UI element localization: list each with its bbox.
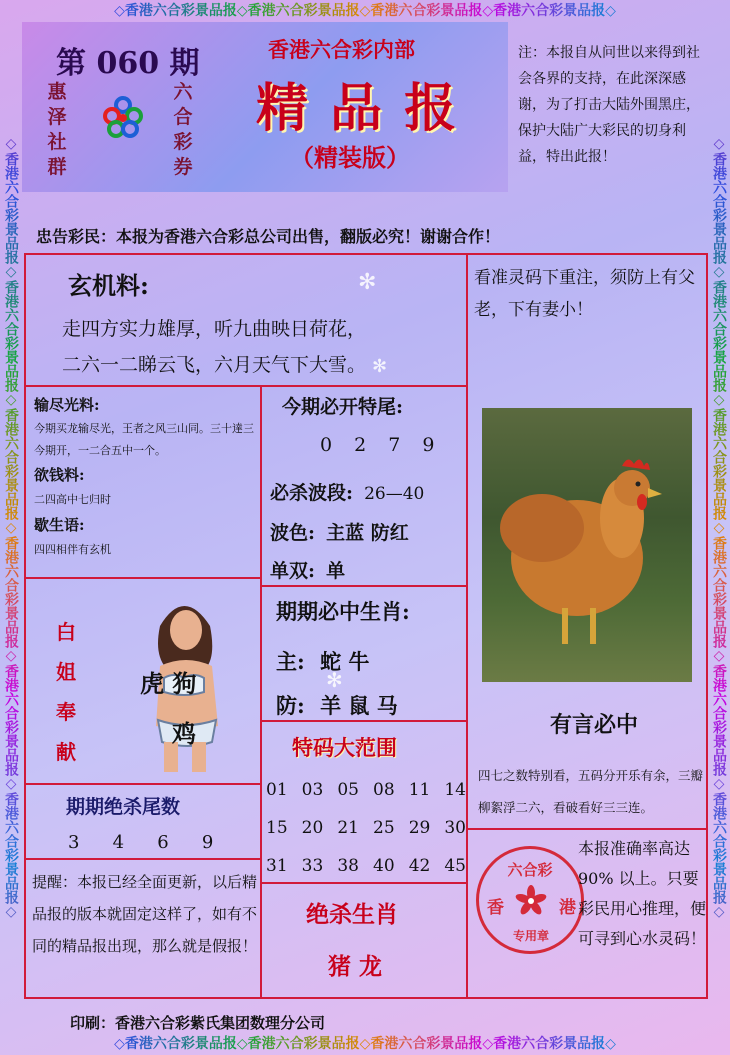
shuqin-text1: 今期买龙输尽光，王者之风三山同。三十達三今期开，一二合五中一个。 xyxy=(34,422,254,457)
fanwei-cell: 08 xyxy=(373,780,395,800)
xuanji-line1: 走四方实力雄厚，听九曲映日荷花， xyxy=(62,318,367,340)
bosha-label: 必杀波段: xyxy=(270,482,354,504)
divider xyxy=(466,828,708,830)
youyan-title: 有言必中 xyxy=(550,712,639,738)
divider xyxy=(466,253,468,999)
juesha-value: 猪 龙 xyxy=(328,953,383,980)
official-stamp xyxy=(476,846,584,954)
right-char: 彩 xyxy=(173,131,193,153)
fanwei-cell: 40 xyxy=(373,856,395,876)
fanwei-title: 特码大范围 xyxy=(292,735,397,760)
shengxiao-main-value: 蛇 牛 xyxy=(320,649,370,674)
sparkle-icon: ✻ xyxy=(326,668,343,692)
left-char: 群 xyxy=(47,156,67,178)
shengxiao-main-row xyxy=(276,646,369,676)
fanwei-cell: 03 xyxy=(301,780,324,800)
chicken-icon xyxy=(482,408,692,682)
shengxiao-title: 期期必中生肖: xyxy=(276,599,410,624)
fanwei-cell: 21 xyxy=(337,818,359,838)
divider xyxy=(24,858,261,860)
fanwei-cell: 31 xyxy=(266,856,288,876)
header-note: 注：本报自从问世以来得到社会各界的支持，在此深深感谢，为了打击大陆外围黑庄，保护大陆广大彩民的切身利益，特出此报！ xyxy=(518,45,700,165)
divider xyxy=(260,585,467,587)
tixing-text: 提醒：本报已经全面更新，以后精品报的版本就固定这样了，如有不同的精品报出现，那么就是假报！ xyxy=(32,873,258,955)
right-char: 合 xyxy=(173,106,193,128)
danshuang-value: 单 xyxy=(326,560,346,582)
bose-value: 主蓝 防红 xyxy=(326,522,409,544)
fanwei-grid xyxy=(266,780,466,894)
shuqin-block xyxy=(34,392,260,562)
girl-side-chars xyxy=(52,612,80,772)
fanwei-cell: 11 xyxy=(408,780,431,800)
fanwei-cell: 45 xyxy=(444,856,466,876)
fanwei-cell: 42 xyxy=(408,856,431,876)
girl-overlay2: 鸡 xyxy=(172,719,196,748)
fanwei-row xyxy=(266,856,466,894)
girl-char: 姐 xyxy=(56,660,76,684)
tewei-title: 今期必开特尾: xyxy=(282,396,404,418)
divider xyxy=(260,720,467,722)
bosha-row xyxy=(270,478,424,505)
stamp-left: 香 xyxy=(487,898,504,918)
right-vertical-chars xyxy=(170,80,196,180)
right-char: 券 xyxy=(173,156,193,178)
bosha-value: 26—40 xyxy=(364,484,425,504)
right-char: 六 xyxy=(173,81,193,103)
newspaper-title: 精 品 报 xyxy=(256,78,459,139)
sparkle-icon: ✻ xyxy=(372,356,388,377)
fanwei-cell: 15 xyxy=(266,818,288,838)
divider xyxy=(24,783,261,785)
fanwei-cell: 30 xyxy=(444,818,466,838)
girl-overlay1: 虎 狗 xyxy=(140,669,197,698)
left-char: 泽 xyxy=(47,106,67,128)
shengxiao-fang-value: 羊 鼠 马 xyxy=(320,693,398,718)
jueshawei-title: 期期绝杀尾数 xyxy=(66,796,181,818)
fanwei-cell: 14 xyxy=(444,780,466,800)
lottery-logo-icon xyxy=(98,92,148,142)
left-vertical-chars xyxy=(44,80,70,180)
stamp-bottom: 专用章 xyxy=(512,929,549,943)
shuqin-title1: 输尽光料: xyxy=(34,396,100,414)
left-char: 社 xyxy=(47,131,67,153)
border-right-text: ◇香港六合彩景品报◇香港六合彩景品报◇香港六合彩景品报◇香港六合彩景品报◇香港六合彩景品报◇香港六合彩景品报◇ xyxy=(708,22,730,1033)
fanwei-cell: 20 xyxy=(301,818,324,838)
juesha-title: 绝杀生肖 xyxy=(306,901,398,928)
danshuang-label: 单双: xyxy=(270,560,316,582)
shengxiao-fang-label: 防: xyxy=(276,693,305,718)
chicken-photo xyxy=(482,408,692,682)
fanwei-row xyxy=(266,780,466,818)
divider xyxy=(260,385,262,999)
girl-char: 白 xyxy=(56,620,76,644)
shuqin-title2: 欲钱料: xyxy=(34,466,85,484)
stamp-right: 港 xyxy=(559,898,576,918)
bose-row xyxy=(270,518,409,545)
shuqin-title3: 歇生语: xyxy=(34,516,85,534)
border-left-text: ◇香港六合彩景品报◇香港六合彩景品报◇香港六合彩景品报◇香港六合彩景品报◇香港六合彩景品报◇香港六合彩景品报◇ xyxy=(0,22,22,1033)
bose-label: 波色: xyxy=(270,522,316,544)
youyan-text: 四七之数特别看，五码分开乐有余，三瓣柳絮浮二六，看破看好三三连。 xyxy=(478,768,704,815)
danshuang-row xyxy=(270,556,345,583)
xuanji-title: 玄机料: xyxy=(68,271,149,300)
warning-line xyxy=(36,224,500,247)
shuqin-text3: 四四相伴有玄机 xyxy=(34,543,111,556)
girl-char: 奉 xyxy=(56,700,76,724)
stamp-top: 六合彩 xyxy=(507,861,553,879)
warning-text: 忠告彩民：本报为香港六合彩总公司出售，翻版必究！谢谢合作！ xyxy=(36,227,501,246)
kanzhun-text: 看准灵码下重注，须防上有父老，下有妻小！ xyxy=(474,268,695,320)
divider xyxy=(24,577,261,579)
divider xyxy=(24,385,467,387)
left-char: 惠 xyxy=(47,81,67,103)
tewei-numbers: 0 2 7 9 xyxy=(320,434,443,456)
accuracy-text: 本报准确率高达 90% 以上。只要彩民用心推理，便可寻到心水灵码！ xyxy=(578,839,707,948)
fanwei-cell: 01 xyxy=(266,780,288,800)
bauhinia-icon xyxy=(515,885,547,917)
shengxiao-main-label: 主: xyxy=(276,649,305,674)
edition-label: （精装版） xyxy=(290,143,410,172)
xuanji-line2: 二六一二睇云飞，六月天气下大雪。 xyxy=(62,354,367,376)
footer-print: 印刷：香港六合彩紫氏集团数理分公司 xyxy=(70,1014,326,1032)
girl-char: 献 xyxy=(56,740,76,764)
border-top-text: ◇香港六合彩景品报◇香港六合彩景品报◇香港六合彩景品报◇香港六合彩景品报◇ xyxy=(0,0,730,22)
issue-number: 第 060 期 xyxy=(56,46,200,81)
fanwei-cell: 05 xyxy=(337,780,359,800)
shengxiao-fang-row xyxy=(276,690,398,720)
sparkle-icon: ✻ xyxy=(358,270,377,295)
shuqin-text2: 二四高中七归时 xyxy=(34,493,111,506)
fanwei-cell: 33 xyxy=(301,856,324,876)
fanwei-row xyxy=(266,818,466,856)
fanwei-cell: 29 xyxy=(408,818,431,838)
org-name: 香港六合彩内部 xyxy=(268,37,415,62)
border-bottom-text: ◇香港六合彩景品报◇香港六合彩景品报◇香港六合彩景品报◇香港六合彩景品报◇ xyxy=(0,1033,730,1055)
fanwei-cell: 25 xyxy=(373,818,395,838)
fanwei-cell: 38 xyxy=(337,856,359,876)
jueshawei-numbers: 3 4 6 9 xyxy=(68,832,218,853)
